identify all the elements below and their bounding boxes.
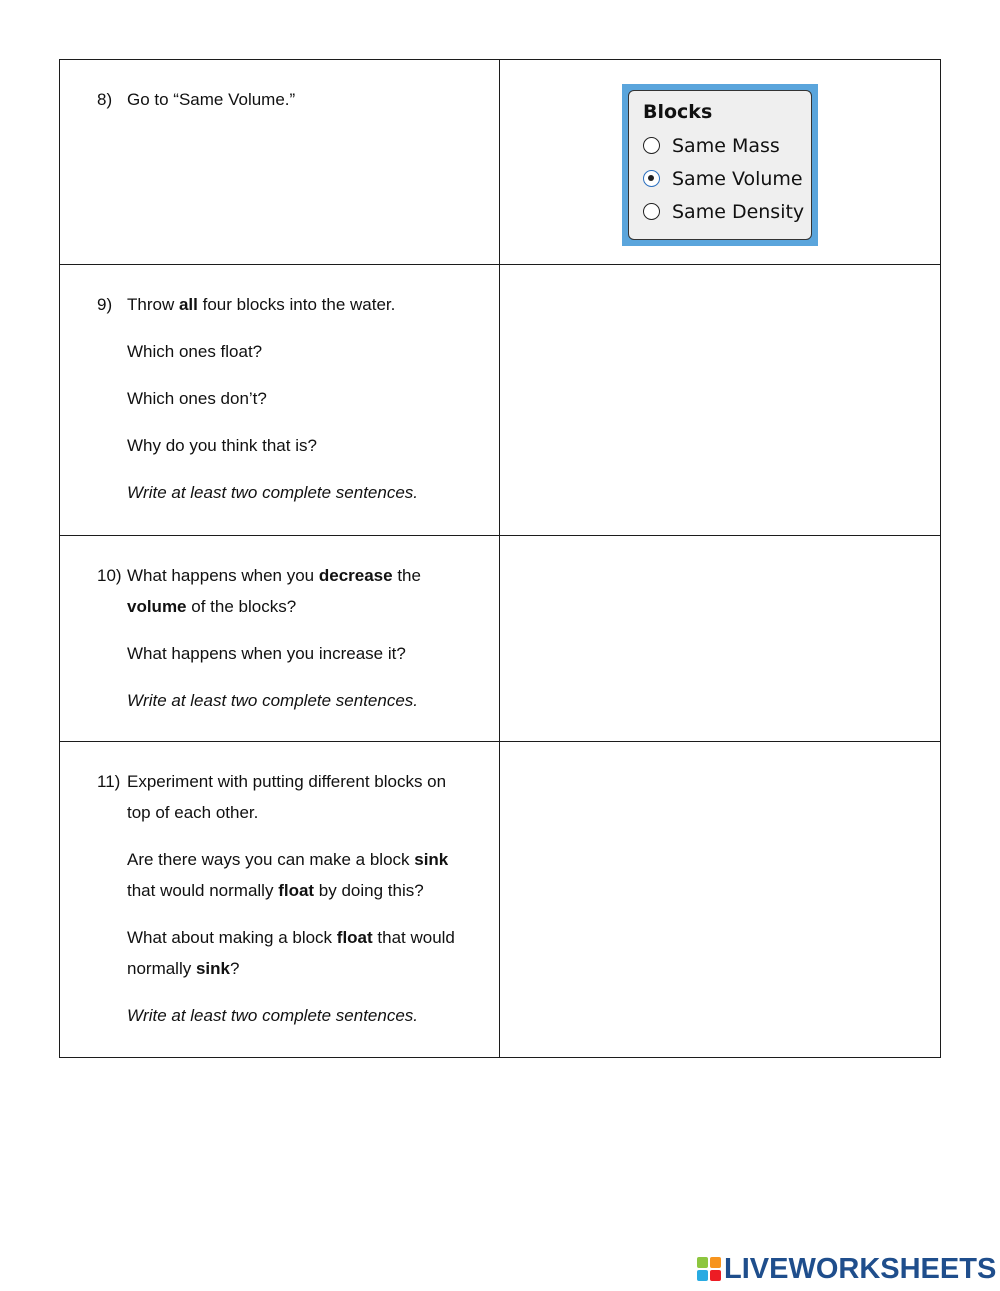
- question-cell-9: [60, 265, 500, 535]
- answer-cell-11[interactable]: [500, 742, 940, 1057]
- question-text: Throw all four blocks into the water.: [127, 295, 396, 314]
- option-same-volume: [643, 162, 811, 195]
- question-9: [97, 289, 487, 508]
- question-prompt: What happens when you increase it?: [127, 644, 406, 663]
- radio-selected-icon: [643, 170, 660, 187]
- question-number: 8): [97, 90, 113, 109]
- answer-cell-10[interactable]: [500, 536, 940, 741]
- instruction-text: Write at least two complete sentences.: [127, 691, 419, 710]
- question-text: Go to “Same Volume.”: [127, 90, 296, 109]
- question-row-11: [60, 741, 940, 1057]
- blocks-panel-title: Blocks: [643, 101, 713, 123]
- question-prompt: Are there ways you can make a block sink that would normally float by doing this?: [127, 850, 449, 900]
- option-same-mass: [643, 129, 811, 162]
- question-text: What happens when you decrease the volume of the blocks?: [127, 566, 421, 616]
- option-label: Same Mass: [672, 134, 780, 157]
- blocks-panel: [628, 90, 812, 240]
- liveworksheets-logo: [697, 1254, 996, 1284]
- question-prompt: Which ones don’t?: [127, 389, 267, 408]
- instruction-text: Write at least two complete sentences.: [127, 483, 419, 502]
- question-prompt: Why do you think that is?: [127, 436, 317, 455]
- question-cell-10: [60, 536, 500, 741]
- option-same-density: [643, 195, 811, 228]
- logo-mark-icon: [697, 1257, 721, 1281]
- question-11: [97, 766, 487, 1031]
- question-10: [97, 560, 487, 716]
- question-number: 11): [97, 772, 121, 791]
- answer-cell-8: [500, 60, 940, 264]
- instruction-text: Write at least two complete sentences.: [127, 1006, 419, 1025]
- question-row-9: [60, 264, 940, 535]
- question-prompt: Which ones float?: [127, 342, 263, 361]
- worksheet-table: [59, 59, 941, 1058]
- radio-unselected-icon: [643, 137, 660, 154]
- option-label: Same Volume: [672, 167, 803, 190]
- question-cell-11: [60, 742, 500, 1057]
- question-row-8: [60, 60, 940, 264]
- question-number: 9): [97, 295, 113, 314]
- logo-text: LIVEWORKSHEETS: [724, 1252, 997, 1285]
- question-row-10: [60, 535, 940, 741]
- question-8: [97, 84, 487, 115]
- option-label: Same Density: [672, 200, 805, 223]
- question-prompt: What about making a block float that would normally sink?: [127, 928, 455, 978]
- question-cell-8: [60, 60, 500, 264]
- blocks-panel-image: [622, 84, 818, 246]
- radio-unselected-icon: [643, 203, 660, 220]
- answer-cell-9[interactable]: [500, 265, 940, 535]
- question-text: Experiment with putting different blocks on top of each other.: [127, 772, 447, 822]
- question-number: 10): [97, 566, 122, 585]
